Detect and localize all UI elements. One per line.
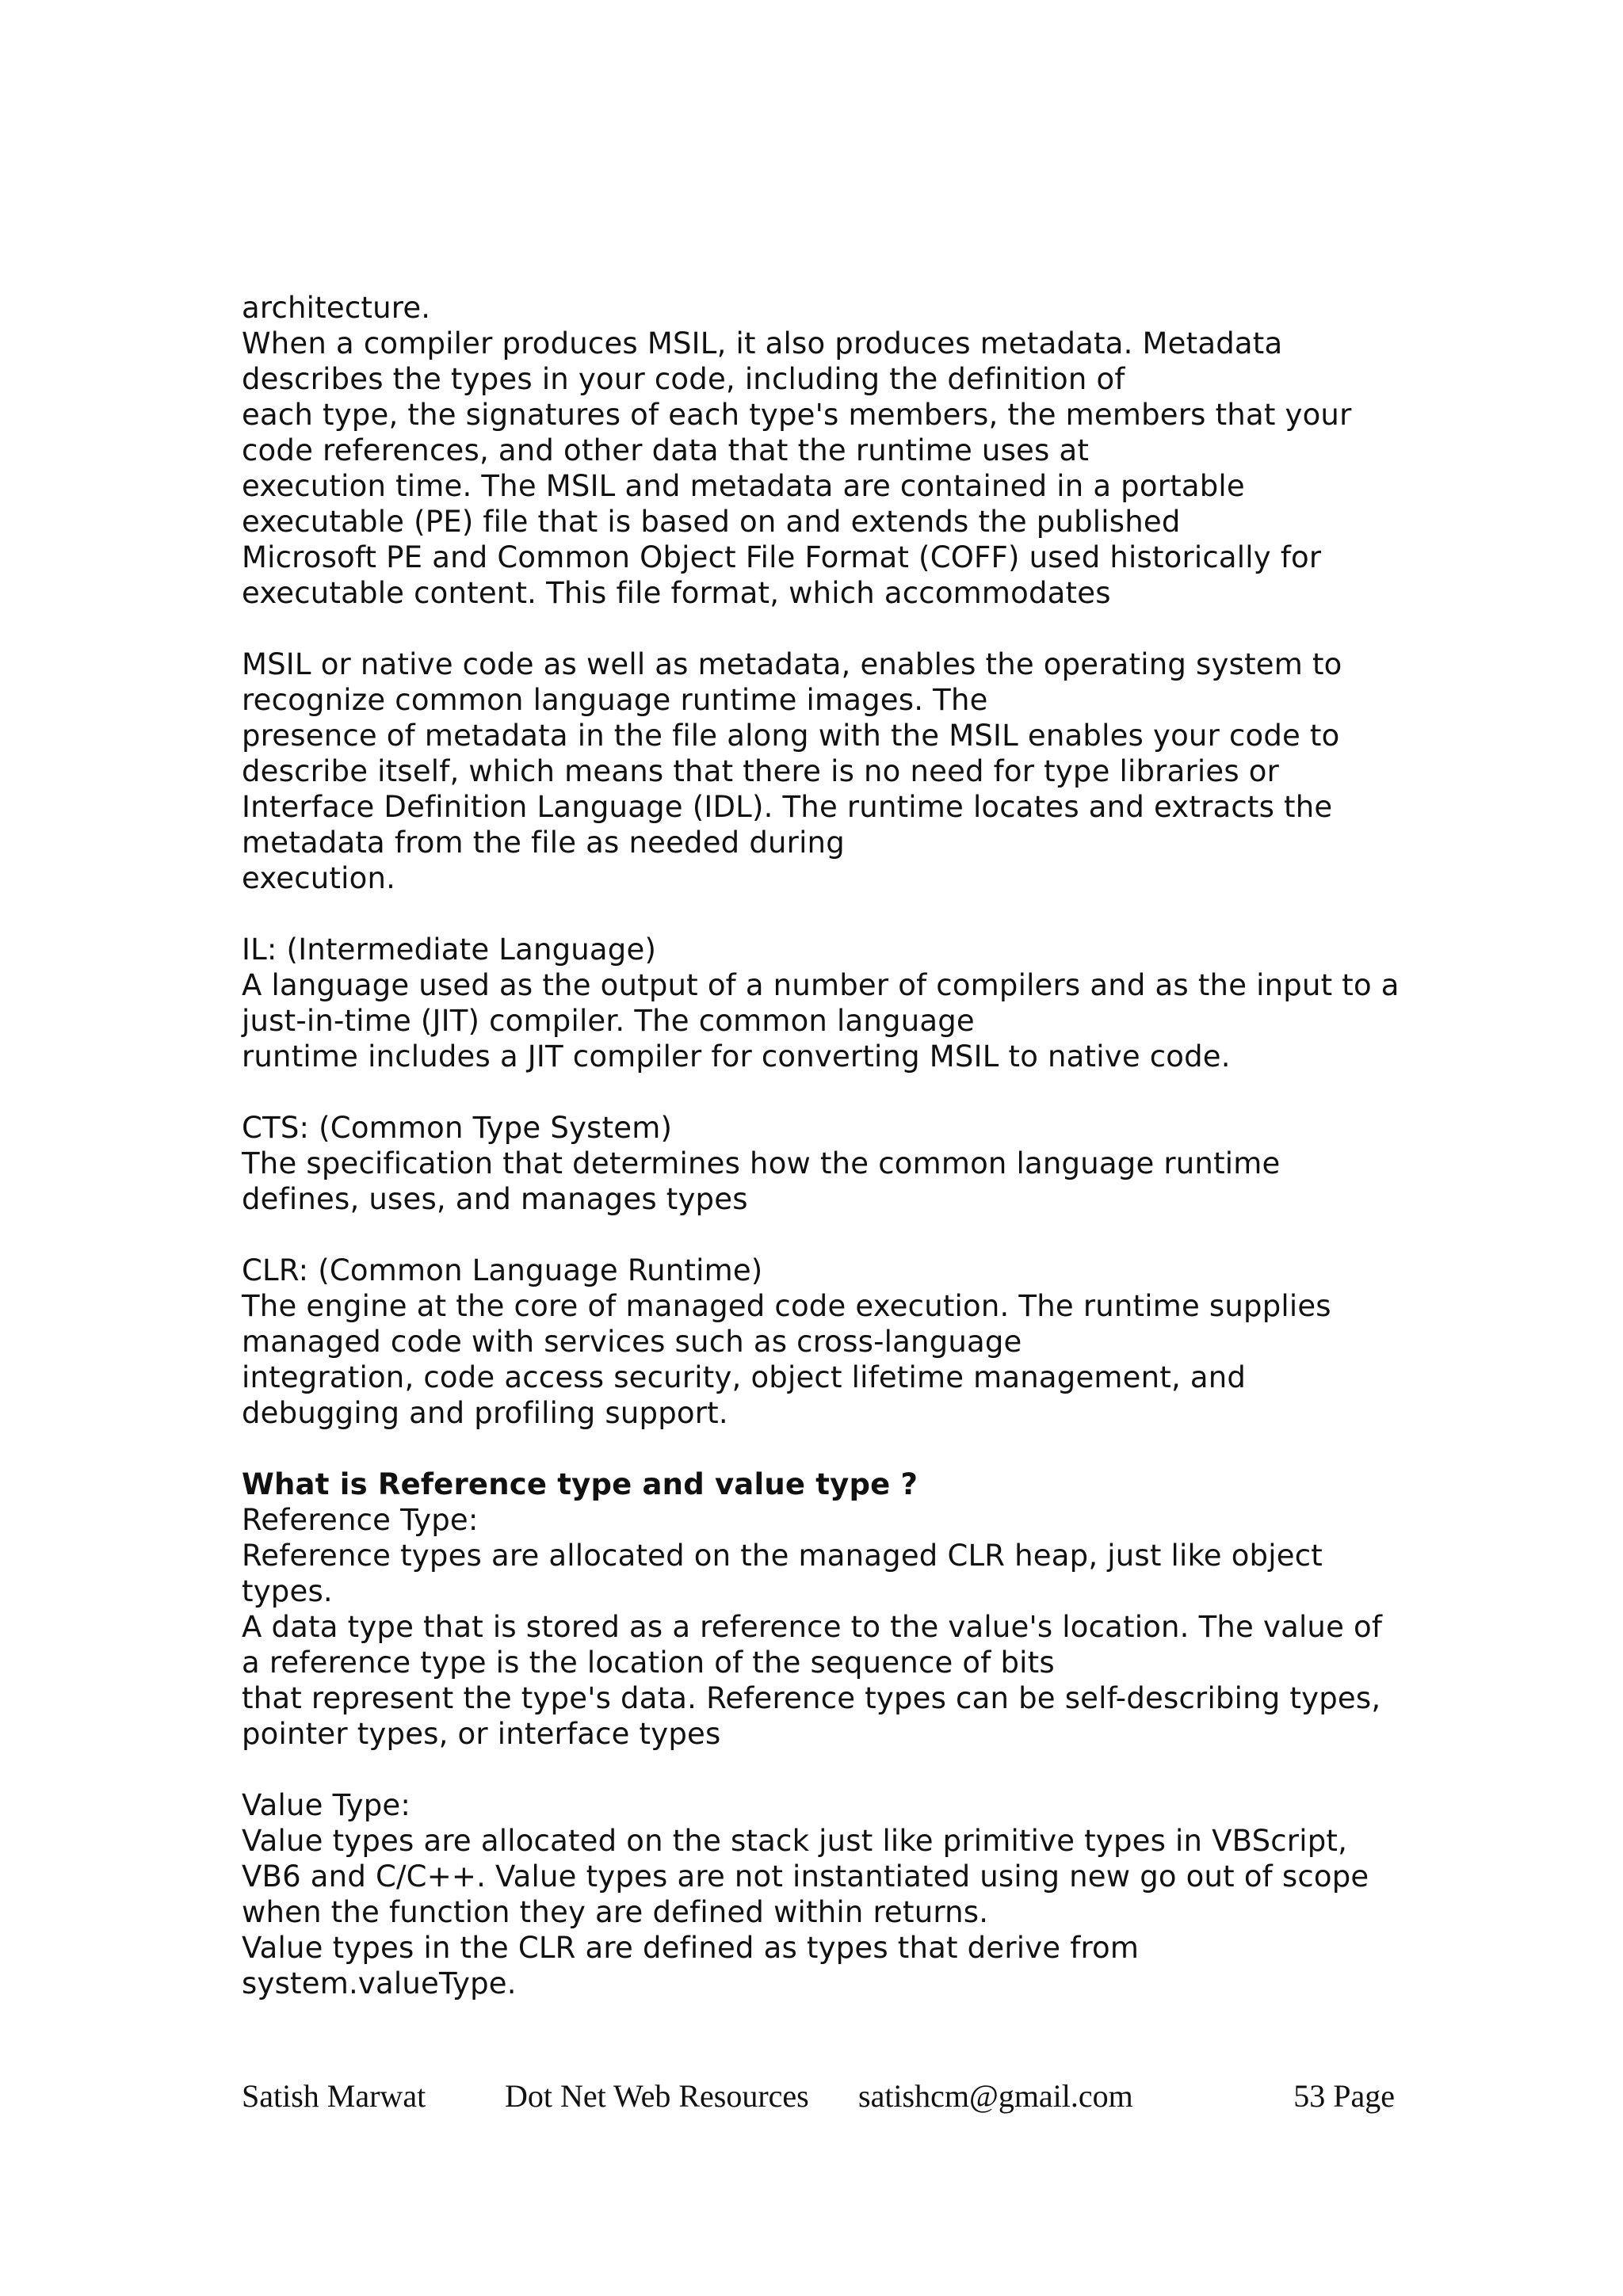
- body-line: a reference type is the location of the sequence of bits: [242, 1646, 1055, 1680]
- body-line: integration, code access security, object lifetime management, and: [242, 1360, 1247, 1394]
- paragraph-gap: [242, 1431, 1430, 1466]
- body-line: recognize common language runtime images. The: [242, 683, 988, 717]
- footer-page-number: 53 Page: [1293, 2078, 1395, 2114]
- body-line: When a compiler produces MSIL, it also produces metadata. Metadata: [242, 326, 1283, 360]
- body-line: describes the types in your code, including the definition of: [242, 362, 1125, 396]
- paragraph-gap: [242, 896, 1430, 932]
- body-line: debugging and profiling support.: [242, 1396, 728, 1430]
- section-heading-il: IL: (Intermediate Language): [242, 933, 657, 967]
- body-line: metadata from the file as needed during: [242, 826, 845, 860]
- body-line: A language used as the output of a number of compilers and as the input to a: [242, 968, 1400, 1002]
- footer-site: Dot Net Web Resources: [505, 2078, 809, 2114]
- paragraph-gap: [242, 1752, 1430, 1787]
- body-line: executable (PE) file that is based on and extends the published: [242, 505, 1181, 539]
- body-line: each type, the signatures of each type's members, the members that your: [242, 398, 1352, 432]
- body-line: Value types are allocated on the stack just like primitive types in VBScript,: [242, 1824, 1348, 1858]
- question-heading: What is Reference type and value type ?: [242, 1467, 918, 1501]
- footer-author: Satish Marwat: [242, 2078, 426, 2114]
- body-line: that represent the type's data. Reference types can be self-describing types,: [242, 1681, 1381, 1715]
- paragraph-gap: [242, 1074, 1430, 1110]
- body-line: Reference types are allocated on the managed CLR heap, just like object: [242, 1539, 1323, 1573]
- body-line: The engine at the core of managed code execution. The runtime supplies: [242, 1289, 1331, 1323]
- subheading-value-type: Value Type:: [242, 1788, 411, 1822]
- footer-email: satishcm@gmail.com: [858, 2078, 1133, 2114]
- body-line: Value types in the CLR are defined as types that derive from: [242, 1931, 1140, 1965]
- body-line: MSIL or native code as well as metadata, enables the operating system to: [242, 647, 1342, 681]
- body-line: describe itself, which means that there is no need for type libraries or: [242, 754, 1280, 788]
- body-line: A data type that is stored as a reference to the value's location. The value of: [242, 1610, 1383, 1644]
- body-line: Interface Definition Language (IDL). The runtime locates and extracts the: [242, 790, 1333, 824]
- subheading-reference-type: Reference Type:: [242, 1503, 479, 1537]
- body-line: execution time. The MSIL and metadata are contained in a portable: [242, 469, 1245, 503]
- paragraph-gap: [242, 1217, 1430, 1253]
- body-line: Microsoft PE and Common Object File Format (COFF) used historically for: [242, 540, 1322, 574]
- body-line: when the function they are defined within returns.: [242, 1895, 989, 1929]
- body-line: architecture.: [242, 291, 431, 325]
- body-line: managed code with services such as cross-language: [242, 1325, 1022, 1359]
- body-line: system.valueType.: [242, 1966, 517, 2000]
- page-body: [242, 290, 1430, 2001]
- body-line: execution.: [242, 861, 396, 895]
- section-heading-cts: CTS: (Common Type System): [242, 1111, 673, 1145]
- body-line: presence of metadata in the file along with the MSIL enables your code to: [242, 719, 1340, 753]
- body-line: just-in-time (JIT) compiler. The common language: [242, 1004, 975, 1038]
- body-line: pointer types, or interface types: [242, 1717, 721, 1751]
- body-line: VB6 and C/C++. Value types are not instantiated using new go out of scope: [242, 1859, 1369, 1894]
- body-line: The specification that determines how the common language runtime: [242, 1146, 1281, 1180]
- paragraph-gap: [242, 611, 1430, 646]
- body-line: executable content. This file format, which accommodates: [242, 576, 1111, 610]
- page-footer: [242, 2077, 1395, 2125]
- body-line: code references, and other data that the runtime uses at: [242, 433, 1090, 467]
- section-heading-clr: CLR: (Common Language Runtime): [242, 1253, 763, 1287]
- body-line: runtime includes a JIT compiler for converting MSIL to native code.: [242, 1039, 1231, 1074]
- body-line: defines, uses, and manages types: [242, 1182, 748, 1216]
- body-line: types.: [242, 1574, 333, 1608]
